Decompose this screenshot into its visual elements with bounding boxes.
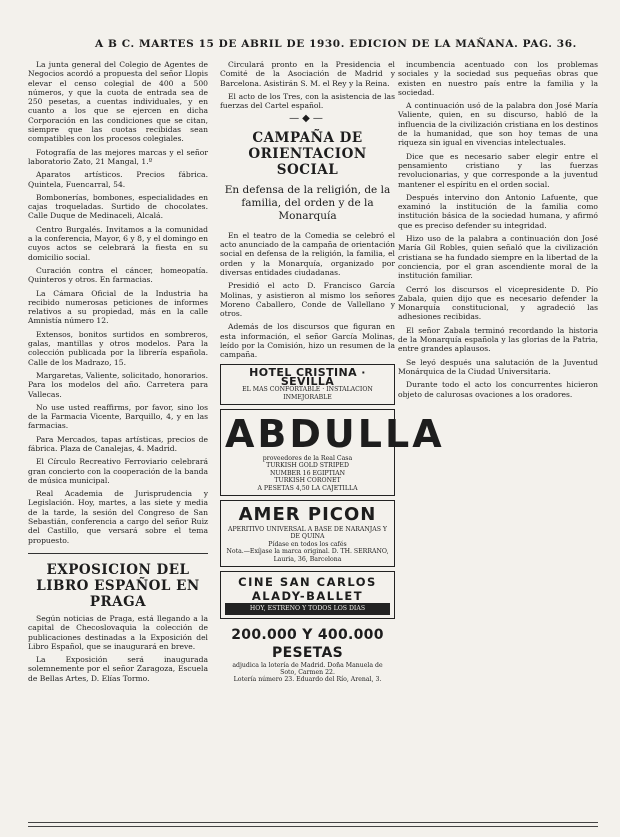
paragraph: Circulará pronto en la Presidencia el Comité de la Asociación de Madrid y Barcelona. Asistirán S. M. el Rey y la Reina. xyxy=(220,60,395,88)
ad-text: APERITIVO UNIVERSAL A BASE DE NARANJAS Y DE QUINA xyxy=(227,526,387,541)
paragraph: El acto de los Tres, con la asistencia de las fuerzas del Cartel español. xyxy=(220,91,395,111)
paragraph: En el teatro de la Comedia se celebró el acto anunciado de la campaña de orientación social en defensa de la religión, la familia, el orden y la Monarquía, organizado por diversas entidades ciudadanas. xyxy=(220,230,395,277)
paragraph: Real Academia de Jurisprudencia y Legislación. Hoy, martes, a las siete y media de la tarde, la sesión del Congreso de San Sebastián, conferencia a cargo del señor Ruiz del Castillo, que versará sobre el tema propuesto. xyxy=(28,489,208,545)
column-right xyxy=(398,60,598,830)
ornament-icon: —◆— xyxy=(289,113,326,125)
ad-text: A PESETAS 4,50 LA CAJETILLA xyxy=(257,484,358,492)
ad-text: Pídase en todos los cafés xyxy=(268,540,347,548)
paragraph: La Cámara Oficial de la Industria ha recibido numerosas peticiones de informes relativos a su propiedad, más en la calle Amnistía número 12. xyxy=(28,288,208,326)
paragraph: Margaretas, Valiente, solicitado, honorarios. Para los modelos del año. Carretera para Vallecas. xyxy=(28,370,208,399)
ad-hotel-cristina xyxy=(220,364,395,405)
ad-text: Nota.—Exíjase la marca original. D. TH. SERRANO, Lauria, 36, Barcelona xyxy=(226,548,389,563)
ad-abdulla xyxy=(220,409,445,496)
ad-title: AMER PICON xyxy=(238,504,377,526)
paragraph: Presidió el acto D. Francisco García Molinas, y asistieron al mismo los señores Moreno Caballero, Conde de Vallellano y otros. xyxy=(220,281,395,319)
ad-amer-picon xyxy=(220,500,395,567)
paragraph: Hizo uso de la palabra a continuación don José María Gil Robles, quien señaló que la civilización cristiana se ha fundado siempre en la libertad de la conciencia, por el gran ascendiente moral de la institución familiar. xyxy=(398,234,598,281)
footer-rule xyxy=(28,822,598,827)
ad-text: HOY, ESTRENO Y TODOS LOS DIAS xyxy=(225,603,390,614)
page-header: A B C. MARTES 15 DE ABRIL DE 1930. EDICION DE LA MAÑANA. PAG. 36. xyxy=(95,38,577,50)
subheadline: En defensa de la religión, de la familia, del orden y de la Monarquía xyxy=(224,183,391,222)
column-left xyxy=(28,60,208,830)
paragraph: El Círculo Recreativo Ferroviario celebrará gran concierto con la cooperación de la banda de música municipal. xyxy=(28,457,208,485)
ad-subtitle: ALADY-BALLET xyxy=(251,589,364,604)
paragraph: Bombonerías, bombones, especialidades en cajas troqueladas. Surtido de chocolates. Calle Duque de Medinaceli, Alcalá. xyxy=(28,192,208,221)
ad-text: TURKISH CORONET xyxy=(274,477,341,485)
ad-title: ABDULLA xyxy=(225,412,445,457)
paragraph: Según noticias de Praga, está llegando a la capital de Checoslovaquia la colección de publicaciones destinadas a la Exposición del Libro Español, que se inaugurará en breve. xyxy=(28,613,208,651)
paragraph: incumbencia acentuado con los problemas sociales y la sociedad sus pequeñas obras que existen en nuestro país entre la familia y la sociedad. xyxy=(398,60,598,97)
ad-text: TURKISH GOLD STRIPED xyxy=(266,462,349,470)
ad-title: 200.000 Y 400.000 PESETAS xyxy=(231,626,384,661)
divider xyxy=(28,553,208,554)
paragraph: Durante todo el acto los concurrentes hicieron objeto de calurosas ovaciones a los oradores. xyxy=(398,380,598,399)
headline-exposicion: EXPOSICION DEL LIBRO ESPAÑOL EN PRAGA xyxy=(36,561,200,610)
paragraph: Para Mercados, tapas artísticas, precios de fábrica. Plaza de Canalejas, 4. Madrid. xyxy=(28,434,208,453)
paragraph: Se leyó después una salutación de la Juventud Monárquica de la Ciudad Universitaria. xyxy=(398,357,598,376)
ad-text: EL MAS CONFORTABLE · INSTALACION INMEJORABLE xyxy=(242,386,373,401)
paragraph: Aparatos artísticos. Precios fábrica. Quintela, Fuencarral, 54. xyxy=(28,170,208,189)
paragraph: Extensos, bonitos surtidos en sombreros, galas, mantillas y otros modelos. Para la colección publicada por la librería española. Calle de los Madrazo, 15. xyxy=(28,329,208,367)
paragraph: Curación contra el cáncer, homeopatía. Quinteros y otros. En farmacias. xyxy=(28,265,208,285)
ad-text: NUMBER 16 EGIPTIAN xyxy=(269,469,345,477)
headline-campana: CAMPAÑA DE ORIENTACION SOCIAL xyxy=(248,129,367,178)
ad-title: HOTEL CRISTINA · SEVILLA xyxy=(249,365,366,388)
paragraph: Fotografía de las mejores marcas y el señor laboratorio Zato, 21 Mangal, 1.º xyxy=(28,147,208,166)
paragraph: Además de los discursos que figuran en esta información, el señor García Molinas, leído por la Comisión, hizo un resumen de la campaña. xyxy=(220,322,395,360)
column-center xyxy=(220,60,445,830)
paragraph: El señor Zabala terminó recordando la historia de la Monarquía española y las glorias de la Patria, entre grandes aplausos. xyxy=(398,325,598,354)
ad-pesetas xyxy=(220,623,395,687)
paragraph: No use usted reaffirms, por favor, sino los de la Farmacia Vicente, Barquillo, 4, y en las farmacias. xyxy=(28,402,208,431)
paragraph: La junta general del Colegio de Agentes de Negocios acordó a propuesta del señor Llopis elevar el censo colegial de 400 a 500 números, y que la cuota de entrada sea de 250 pesetas, a cuentas individuales, y en cuanto a los que se ejercen en dicha Corporación en las condiciones que se citan, siempre que las cuotas recibidas sean compatibles con los procesos colegiales. xyxy=(28,60,208,144)
paragraph: La Exposición será inaugurada solemnemente por el señor Zaragoza, Escuela de Bellas Artes, D. Elías Tormo. xyxy=(28,655,208,683)
paragraph: A continuación usó de la palabra don José María Valiente, quien, en su discurso, habló de la influencia de la civilización cristiana en los destinos de la humanidad, que son hoy temas de una riqueza sin igual en vivencias intelectuales. xyxy=(398,101,599,148)
ad-text: Lotería número 23. Eduardo del Río, Arenal, 3. xyxy=(233,676,382,684)
paragraph: Dice que es necesario saber elegir entre el pensamiento cristiano y las fuerzas revolucionarias, y que corresponde a la juventud mantener el espíritu en el orden social. xyxy=(398,151,598,189)
ad-text: adjudica la lotería de Madrid. Doña Manuela de Soto, Carmen 22. xyxy=(232,661,383,676)
paragraph: Después intervino don Antonio Lafuente, que examinó la institución de la familia como institución básica de la sociedad humana, y afirmó que es preciso defender su integridad. xyxy=(398,192,598,230)
ad-text: proveedores de la Real Casa xyxy=(262,455,353,463)
ad-cine-san-carlos xyxy=(220,571,395,618)
paragraph: Centro Burgalés. Invitamos a la comunidad a la conferencia, Mayor, 6 y 8, y el domingo en cuyos actos se celebrará la fiesta en su domicilio social. xyxy=(28,224,209,262)
paragraph: Cerró los discursos el vicepresidente D. Pío Zabala, quien dijo que es necesario defender la Monarquía constitucional, y agradeció las adhesiones recibidas. xyxy=(398,284,598,322)
ad-title: CINE SAN CARLOS xyxy=(238,575,377,590)
